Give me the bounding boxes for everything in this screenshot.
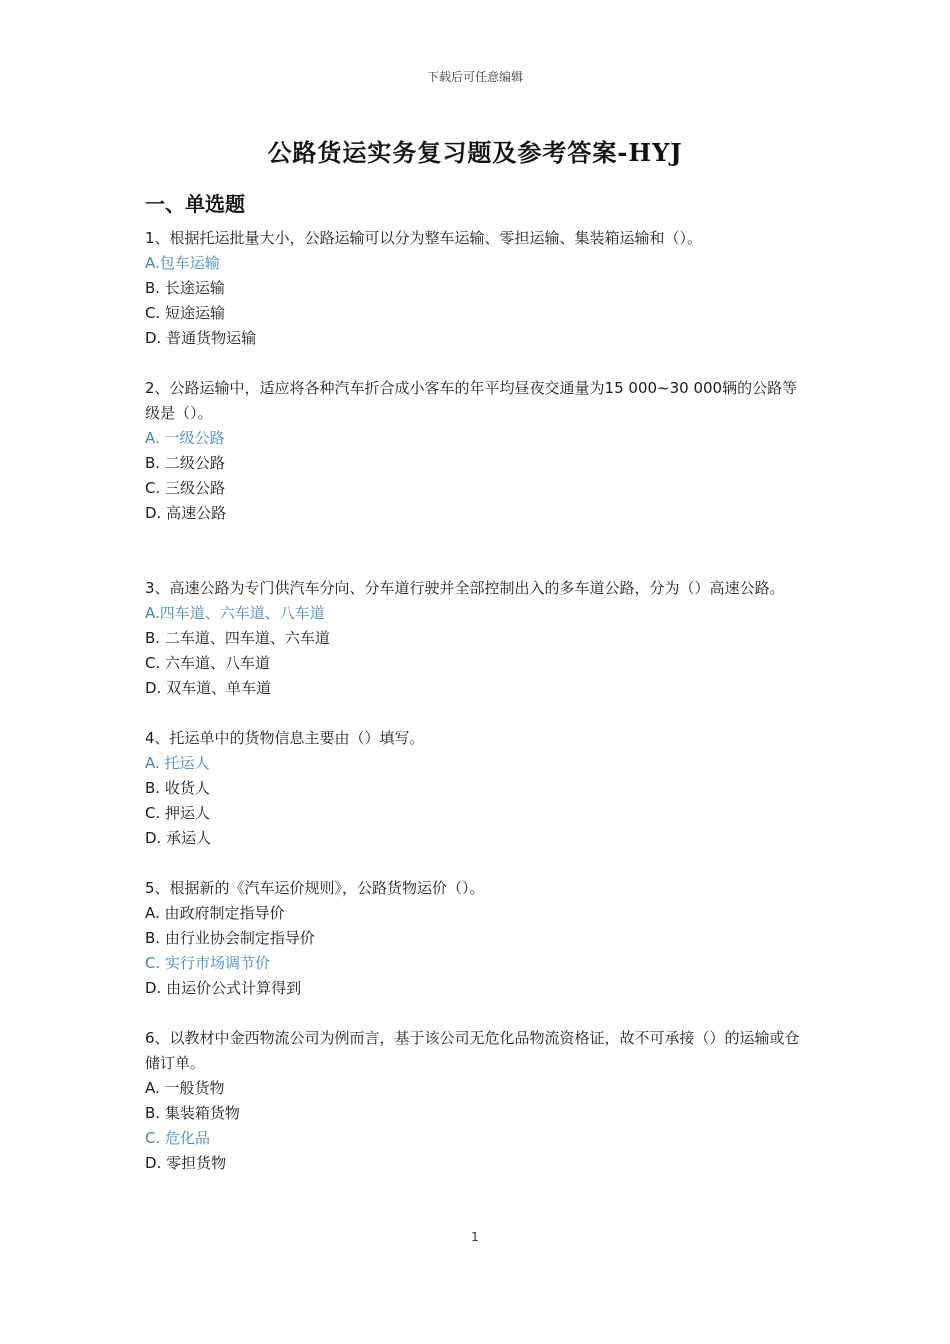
option-b: B. 二级公路 [145, 454, 225, 472]
option-c: C. 实行市场调节价 [145, 954, 271, 972]
option-b: B. 二车道、四车道、六车道 [145, 629, 330, 647]
question-stem: 5、根据新的《汽车运价规则》，公路货物运价（）。 [145, 879, 485, 897]
question-stem: 6、以教材中金西物流公司为例而言，基于该公司无危化品物流资格证，故不可承接（）的运输或仓储订单。 [145, 1029, 800, 1072]
question-list [145, 226, 810, 1201]
question-2 [145, 376, 810, 526]
option-a: A. 托运人 [145, 754, 210, 772]
option-d: D. 普通货物运输 [145, 329, 257, 347]
option-a: A. 一级公路 [145, 429, 225, 447]
question-stem: 3、高速公路为专门供汽车分向、分车道行驶并全部控制出入的多车道公路，分为（）高速公路。 [145, 579, 785, 597]
option-d: D. 由运价公式计算得到 [145, 979, 302, 997]
option-d: D. 承运人 [145, 829, 212, 847]
page-number: 1 [471, 1230, 479, 1244]
option-d: D. 双车道、单车道 [145, 679, 272, 697]
header-note: 下载后可任意编辑 [426, 70, 523, 84]
option-c: C. 短途运输 [145, 304, 226, 322]
document-title: 公路货运实务复习题及参考答案-HYJ [267, 138, 683, 167]
option-d: D. 高速公路 [145, 504, 227, 522]
question-3 [145, 576, 810, 701]
option-c: C. 三级公路 [145, 479, 226, 497]
option-a: A.包车运输 [145, 254, 220, 272]
option-b: B. 收货人 [145, 779, 210, 797]
option-c: C. 押运人 [145, 804, 211, 822]
option-a: A. 由政府制定指导价 [145, 904, 285, 922]
question-stem: 4、托运单中的货物信息主要由（）填写。 [145, 729, 425, 747]
question-6 [145, 1026, 810, 1176]
option-c: C. 危化品 [145, 1129, 211, 1147]
option-b: B. 由行业协会制定指导价 [145, 929, 315, 947]
question-4 [145, 726, 810, 851]
option-a: A. 一般货物 [145, 1079, 225, 1097]
option-c: C. 六车道、八车道 [145, 654, 271, 672]
question-stem: 1、根据托运批量大小，公路运输可以分为整车运输、零担运输、集装箱运输和（）。 [145, 229, 703, 247]
option-a: A.四车道、六车道、八车道 [145, 604, 325, 622]
question-5 [145, 876, 810, 1001]
question-1 [145, 226, 810, 351]
option-b: B. 集装箱货物 [145, 1104, 240, 1122]
section-heading: 一、单选题 [145, 192, 245, 216]
option-b: B. 长途运输 [145, 279, 225, 297]
question-stem: 2、公路运输中，适应将各种汽车折合成小客车的年平均昼夜交通量为15 000~30 000辆的公路等级是（）。 [145, 379, 798, 422]
option-d: D. 零担货物 [145, 1154, 227, 1172]
